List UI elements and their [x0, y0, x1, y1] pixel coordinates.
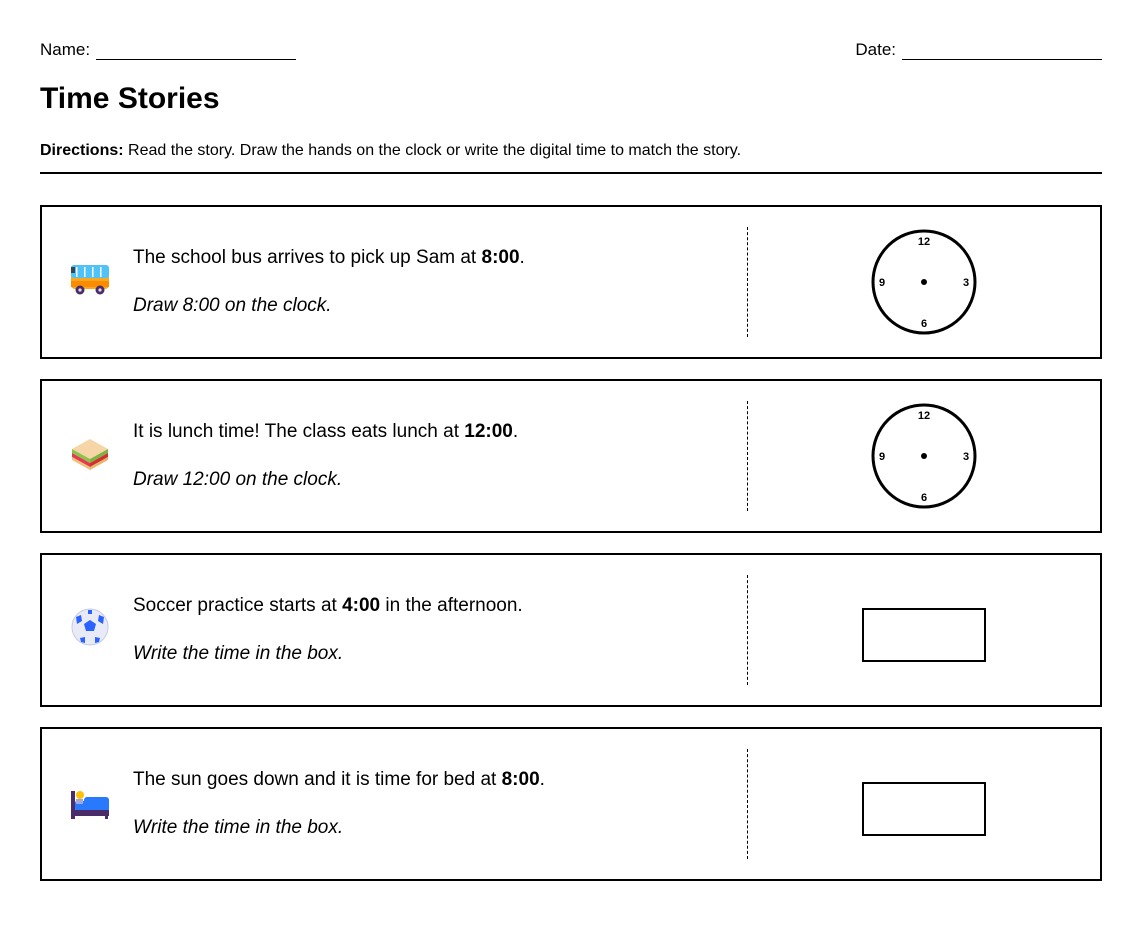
story-text — [133, 421, 518, 443]
answer-box[interactable] — [862, 782, 986, 836]
soccer-ball-icon — [68, 607, 112, 647]
directions-label: Directions: — [40, 142, 124, 159]
bed-icon — [68, 781, 112, 821]
story-instruction: Write the time in the box. — [133, 817, 344, 838]
story-card-1 — [40, 205, 1102, 359]
bus-icon — [68, 259, 112, 299]
dashed-divider — [747, 401, 748, 511]
page-title: Time Stories — [40, 82, 220, 115]
story-text-part: in the afternoon. — [380, 595, 523, 616]
sandwich-icon — [68, 433, 112, 473]
story-text — [133, 247, 525, 269]
story-text-part: The school bus arrives to pick up Sam at — [133, 247, 482, 268]
story-text-part: It is lunch time! The class eats lunch at — [133, 421, 465, 442]
header-row — [40, 40, 1102, 64]
name-blank-line — [96, 44, 296, 60]
answer-box[interactable] — [862, 608, 986, 662]
clock-number-6: 6 — [920, 318, 928, 330]
story-text-part: . — [539, 769, 545, 790]
dashed-divider — [747, 575, 748, 685]
story-time: 8:00 — [481, 247, 520, 268]
dashed-divider — [747, 749, 748, 859]
clock-number-3: 3 — [962, 277, 970, 289]
story-time: 12:00 — [464, 421, 513, 442]
name-label: Name: — [40, 40, 91, 59]
directions-text: Read the story. Draw the hands on the clock or write the digital time to match the story. — [123, 142, 742, 159]
story-text-part: Soccer practice starts at — [133, 595, 343, 616]
clock-number-6: 6 — [920, 492, 928, 504]
dashed-divider — [747, 227, 748, 337]
story-text-part: The sun goes down and it is time for bed at — [133, 769, 502, 790]
clock-number-12: 12 — [917, 236, 931, 248]
directions — [40, 142, 741, 160]
story-card-2 — [40, 379, 1102, 533]
clock-number-9: 9 — [878, 451, 886, 463]
blank-clock-face[interactable] — [871, 403, 977, 509]
story-instruction: Draw 12:00 on the clock. — [133, 469, 343, 490]
story-text-part: . — [512, 421, 519, 442]
clock-number-12: 12 — [917, 410, 931, 422]
blank-clock-face[interactable] — [871, 229, 977, 335]
story-time: 4:00 — [342, 595, 381, 616]
story-time: 8:00 — [501, 769, 540, 790]
story-instruction: Write the time in the box. — [133, 643, 344, 664]
header-divider — [40, 172, 1102, 174]
story-card-3 — [40, 553, 1102, 707]
story-text — [133, 595, 523, 617]
story-card-4 — [40, 727, 1102, 881]
name-field — [40, 40, 296, 60]
story-instruction: Draw 8:00 on the clock. — [133, 295, 332, 316]
story-text — [133, 769, 545, 791]
date-field — [855, 40, 1102, 60]
clock-number-3: 3 — [962, 451, 970, 463]
date-label: Date: — [855, 40, 896, 59]
clock-number-9: 9 — [878, 277, 886, 289]
date-blank-line — [902, 44, 1102, 60]
story-text-part: . — [519, 247, 525, 268]
